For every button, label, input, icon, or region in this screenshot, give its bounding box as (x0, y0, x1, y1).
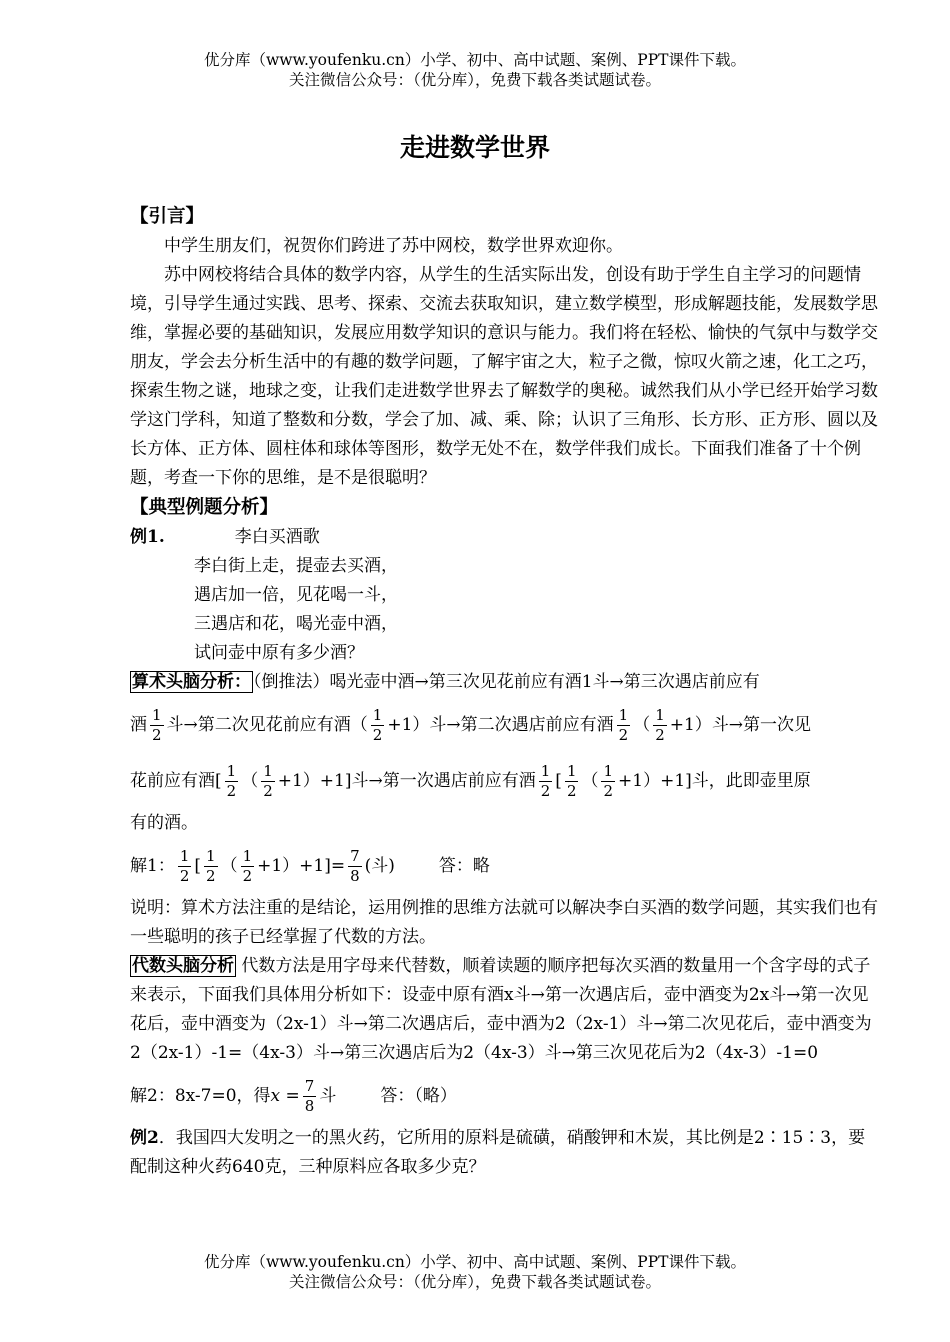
fraction-half (617, 706, 631, 745)
arithmetic-analysis-line-1 (130, 668, 878, 697)
answer: 答：略 (438, 856, 490, 876)
numerator: 1 (603, 762, 614, 780)
poem-line: 试问壶中原有多少酒？ (194, 643, 364, 663)
arithmetic-analysis-line-2 (130, 697, 878, 753)
example-1-title: 李白买酒歌 (234, 527, 320, 547)
text-span: 斗，此即壶里原 (691, 771, 811, 791)
numerator: 1 (226, 762, 237, 780)
fraction-half (653, 706, 667, 745)
example-1-title-line (130, 523, 878, 552)
algebra-analysis (130, 952, 878, 1068)
numerator: 1 (566, 762, 577, 780)
text-span: 斗→第二次遇店前应有酒 (429, 715, 614, 735)
examples-heading: 【典型例题分析】 (130, 497, 279, 518)
text-span: 斗→第二次见花前应有酒（ (166, 715, 368, 735)
denominator: 2 (226, 782, 237, 800)
denominator: 2 (618, 726, 629, 744)
denominator: 2 (655, 726, 665, 744)
solution-2 (130, 1068, 878, 1124)
example-1-label: 例1. (130, 527, 165, 547)
fraction-half (371, 706, 385, 745)
page-footer (0, 1252, 950, 1292)
document-body (130, 202, 878, 1182)
denominator: 2 (566, 782, 577, 800)
text-span: （ (581, 771, 599, 791)
fraction-half (241, 847, 255, 886)
text-span: +1） (257, 856, 300, 876)
fraction-half (601, 762, 615, 801)
text-span: +1） (387, 715, 430, 735)
text-span: [ (194, 856, 202, 876)
solution-label: 解2：8x-7=0，得 (130, 1086, 271, 1106)
denominator: 2 (206, 867, 216, 885)
text-span: 斗→第一次见 (711, 715, 812, 735)
intro-heading: 【引言】 (130, 206, 205, 227)
text-span: （ (633, 715, 651, 735)
numerator: 1 (372, 706, 383, 724)
numerator: 1 (618, 706, 629, 724)
arithmetic-analysis-line-3 (130, 753, 878, 809)
page-title: 走进数学世界 (399, 133, 550, 162)
fraction-seven-eighths (348, 847, 362, 886)
text-span: 花前应有酒[ (130, 771, 222, 791)
header-line-2: 关注微信公众号：（优分库），免费下载各类试题试卷。 (288, 71, 661, 89)
footer-line-2: 关注微信公众号：（优分库），免费下载各类试题试卷。 (288, 1273, 661, 1291)
numerator: 1 (206, 847, 216, 865)
numerator: 1 (179, 847, 190, 865)
unit: (斗) (364, 856, 395, 876)
poem-line: 李白街上走，提壶去买酒， (194, 556, 398, 576)
solution-1 (130, 838, 878, 894)
poem (130, 552, 878, 668)
unit: 斗 (319, 1086, 337, 1106)
intro-paragraph-1: 中学生朋友们，祝贺你们跨进了苏中网校，数学世界欢迎你。 (164, 236, 623, 256)
denominator: 8 (304, 1097, 315, 1115)
example-2 (130, 1124, 878, 1182)
numerator: 7 (350, 847, 360, 865)
arithmetic-analysis-label: 算术头脑分析： (132, 672, 251, 692)
arithmetic-analysis-text: （倒推法）喝光壶中酒→第三次见花前应有酒1斗→第三次遇店前应有 (253, 672, 760, 692)
denominator: 2 (603, 782, 614, 800)
note-paragraph: 说明：算术方法注重的是结论，运用例推的思维方法就可以解决李白买酒的数学问题，其实我们也有一些聪明的孩子已经掌握了代数的方法。 (130, 898, 878, 947)
text-span: [ (555, 771, 562, 791)
text-span: （ (220, 856, 238, 876)
fraction-half (539, 762, 553, 801)
header-line-1: 优分库（www.youfenku.cn）小学、初中、高中试题、案例、PPT课件下载。 (203, 51, 747, 69)
poem-line: 遇店加一倍，见花喝一斗， (194, 585, 398, 605)
algebra-analysis-label: 代数头脑分析 (132, 956, 234, 976)
denominator: 2 (179, 867, 190, 885)
solution-label: 解1： (130, 856, 175, 876)
text-span: +1）+1] (277, 771, 352, 791)
text-span: （ (241, 771, 259, 791)
denominator: 2 (540, 782, 551, 800)
answer: 答：（略） (380, 1086, 457, 1106)
arithmetic-analysis-line-4: 有的酒。 (130, 813, 198, 833)
denominator: 2 (372, 726, 383, 744)
poem-line: 三遇店和花，喝光壶中酒， (194, 614, 398, 634)
numerator: 1 (540, 762, 551, 780)
fraction-seven-eighths (303, 1077, 317, 1116)
fraction-half (150, 706, 164, 745)
denominator: 2 (263, 782, 273, 800)
text-span: +1） (669, 715, 712, 735)
text-span: +1]= (299, 856, 346, 876)
variable-x: x = (270, 1086, 300, 1106)
fraction-half (565, 762, 579, 801)
page-header (0, 50, 950, 90)
denominator: 8 (350, 867, 360, 885)
denominator: 2 (152, 726, 162, 744)
denominator: 2 (242, 867, 253, 885)
text-span: 斗→第一次遇店前应有酒 (351, 771, 536, 791)
text-span: 酒 (130, 715, 147, 735)
example-2-text: ．我国四大发明之一的黑火药，它所用的原料是硫磺，硝酸钾和木炭，其比例是2∶15∶3，要配制这种火药640克，三种原料应各取多少克？ (130, 1128, 866, 1177)
fraction-half (225, 762, 239, 801)
example-2-label: 例2 (130, 1128, 159, 1148)
fraction-half (204, 847, 218, 886)
footer-line-1: 优分库（www.youfenku.cn）小学、初中、高中试题、案例、PPT课件下载。 (203, 1253, 747, 1271)
numerator: 1 (263, 762, 273, 780)
algebra-analysis-text: 代数方法是用字母来代替数，顺着读题的顺序把每次买酒的数量用一个含字母的式子来表示，下面我们具体用分析如下：设壶中原有酒x斗→第一次遇店后，壶中酒变为2x斗→第一次见花后，壶中酒变为（2x-1）斗→第二次遇店后，壶中酒为2（2x-1）斗→第二次见花后，壶中酒变为2（2x-1）-1=（4x-3）斗→第三次遇店后为2（4x-3）斗→第三次见花后为2（4x-3）-1=0 (130, 956, 872, 1063)
numerator: 1 (242, 847, 253, 865)
text-span: +1）+1] (618, 771, 692, 791)
intro-paragraph-2: 苏中网校将结合具体的数学内容，从学生的生活实际出发，创设有助于学生自主学习的问题情境，引导学生通过实践、思考、探索、交流去获取知识，建立数学模型，形成解题技能，发展数学思维，掌握必要的基础知识，发展应用数学知识的意识与能力。我们将在轻松、愉快的气氛中与数学交朋友，学会去分析生活中的有趣的数学问题，了解宇宙之大，粒子之微，惊叹火箭之速，化工之巧，探索生物之谜，地球之变，让我们走进数学世界去了解数学的奥秘。诚然我们从小学已经开始学习数学这门学科，知道了整数和分数，学会了加、减、乘、除；认识了三角形、长方形、正方形、圆以及长方体、正方体、圆柱体和球体等图形，数学无处不在，数学伴我们成长。下面我们准备了十个例题，考查一下你的思维，是不是很聪明？ (130, 265, 878, 488)
numerator: 1 (152, 706, 162, 724)
numerator: 1 (655, 706, 665, 724)
numerator: 7 (304, 1077, 315, 1095)
fraction-half (178, 847, 192, 886)
fraction-half (261, 762, 275, 801)
